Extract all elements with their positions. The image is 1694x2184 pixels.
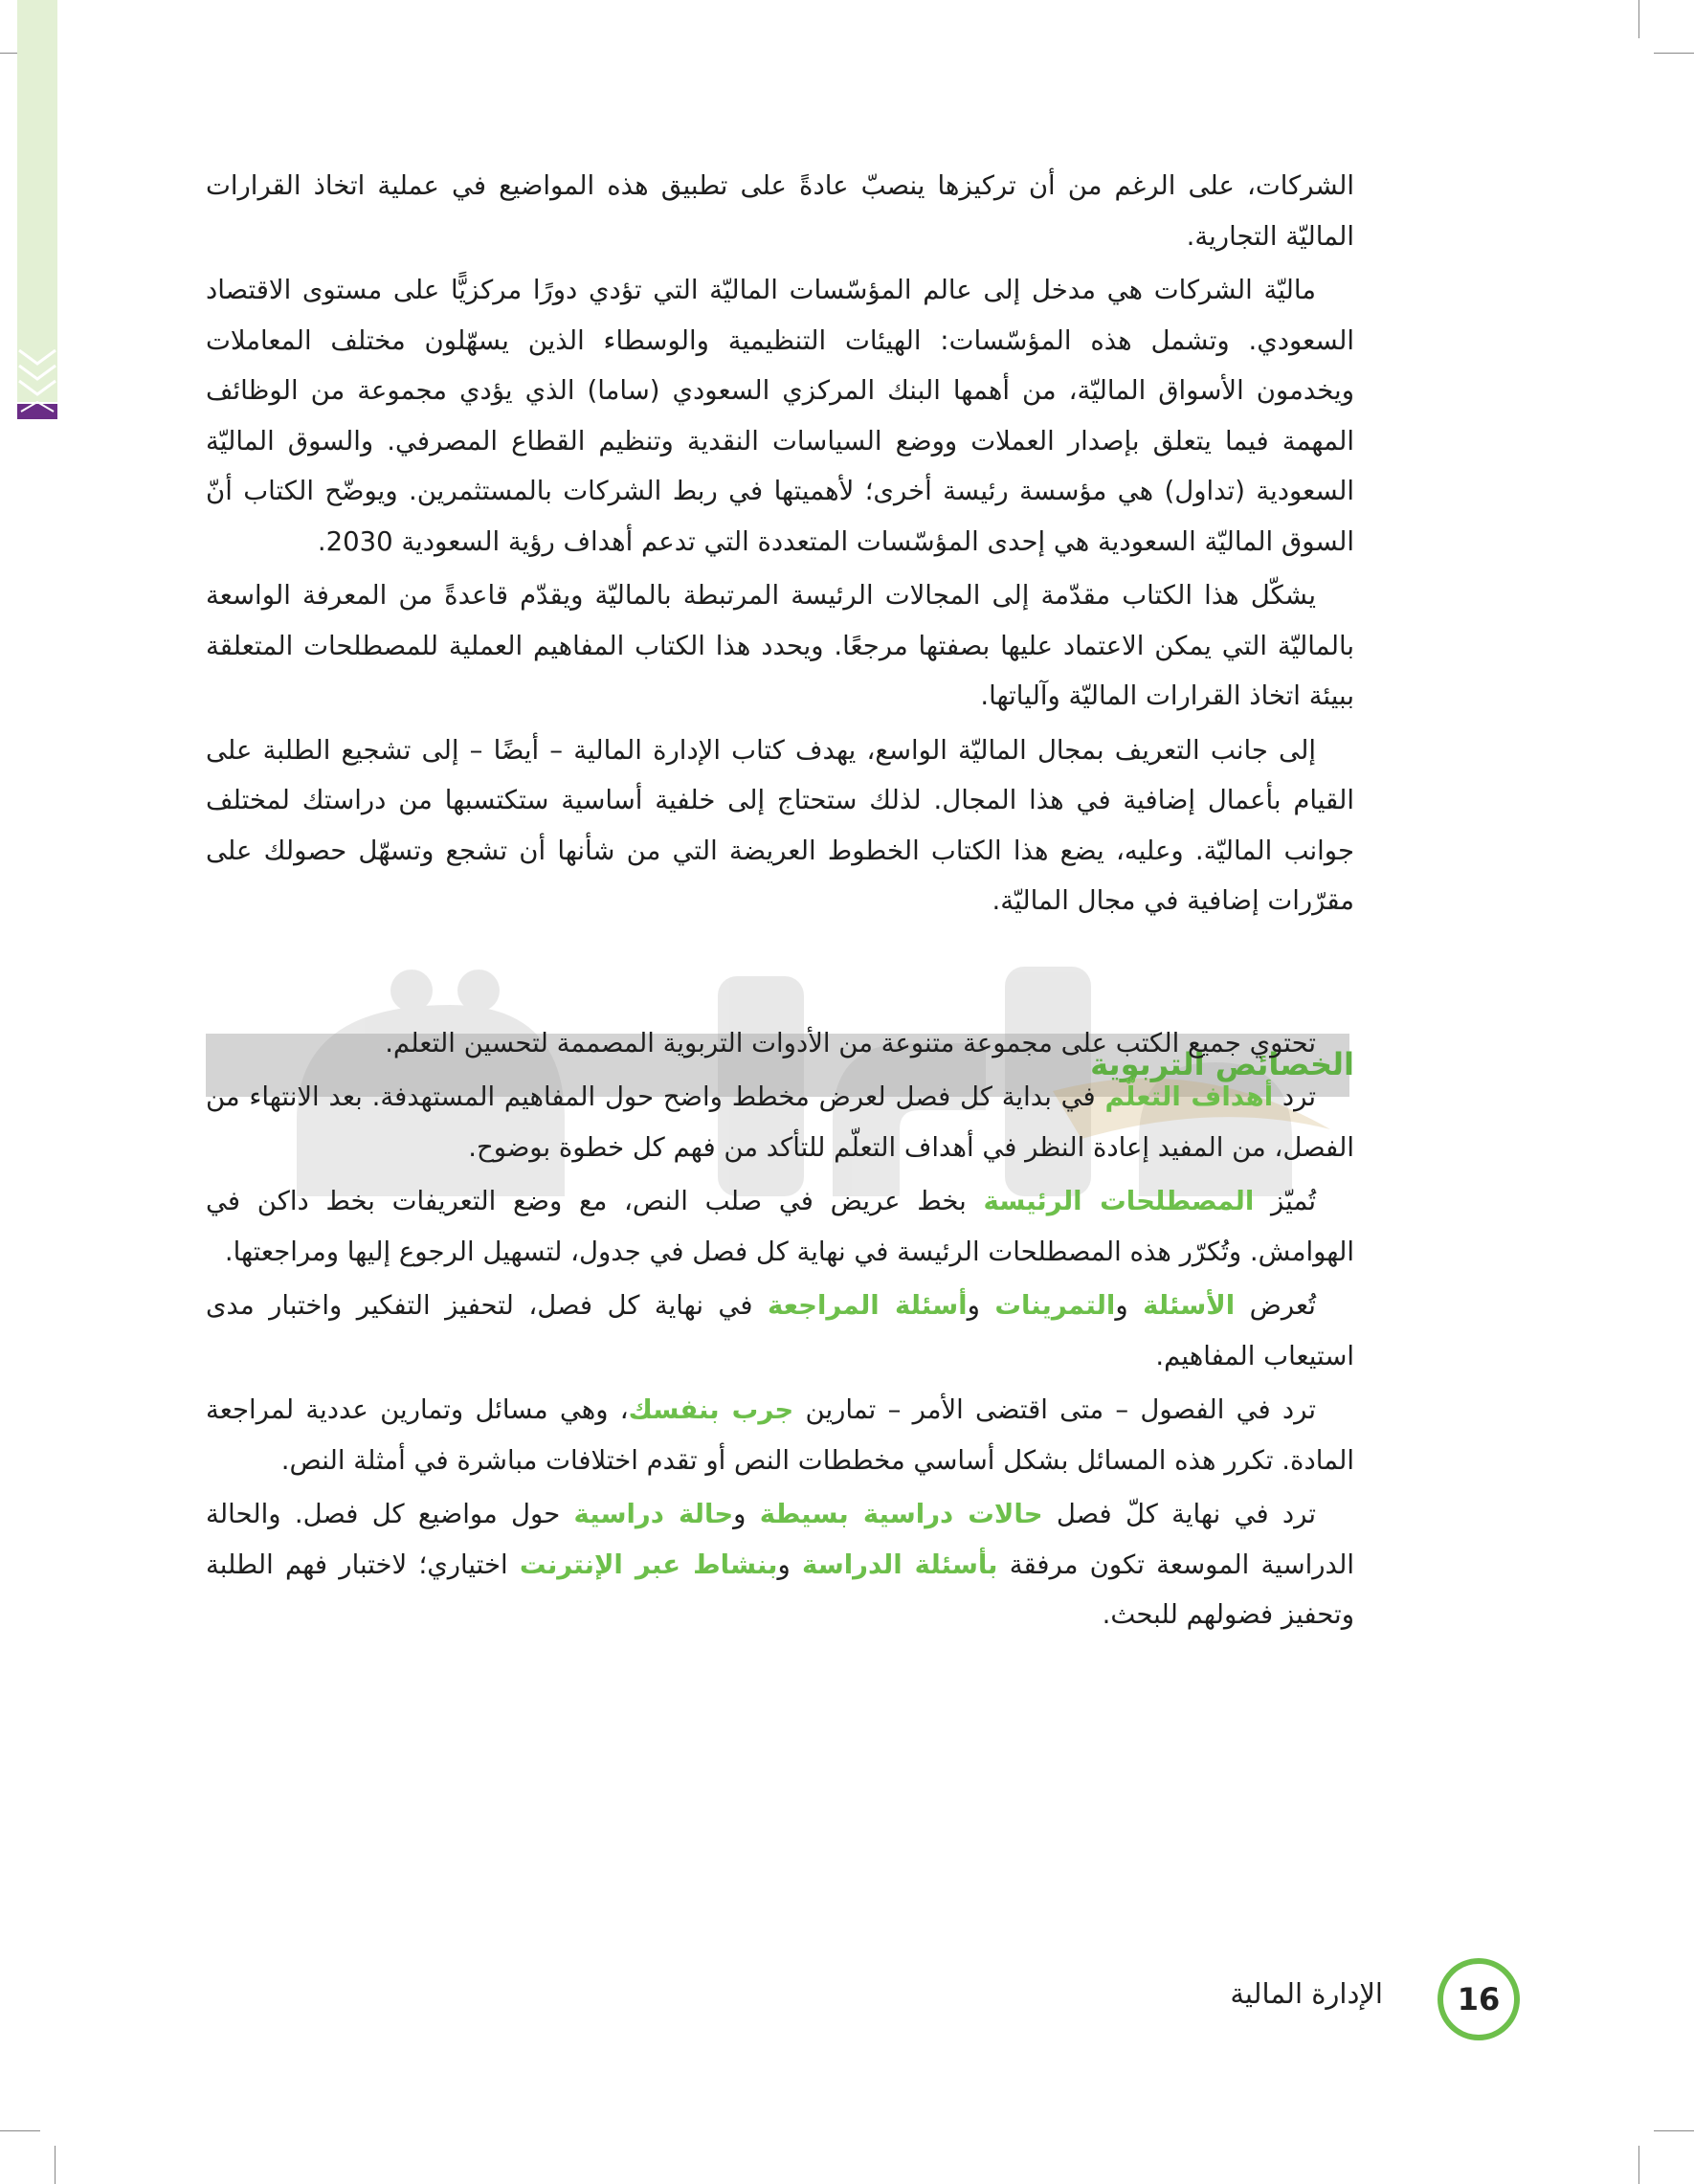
footer-book-title: الإدارة المالية [1230, 1977, 1383, 2010]
highlight-study-questions: بأسئلة الدراسة [802, 1549, 998, 1580]
paragraph-encouragement: إلى جانب التعريف بمجال الماليّة الواسع، يهدف كتاب الإدارة المالية – أيضًا – إلى تشجيع الطلبة على القيام بأعمال إضافية في هذا المجال. لذلك ستحتاج إلى خلفية أساسية ستكتسبها من دراستك لمختلف جوانب الماليّة. وعليه، يضع هذا الكتاب الخطوط العريضة التي من شأنها أن تشجع وتسهّل حصولك على مقرّرات إضافية في مجال الماليّة. [206, 734, 1354, 916]
section-spacer [206, 930, 1354, 1018]
main-content [206, 161, 1354, 1644]
paragraph-try-yourself: ترد في الفصول – متى اقتضى الأمر – تمارين جرب بنفسك، وهي مسائل وتمارين عددية لمراجعة المادة. تكرر هذه المسائل بشكل أساسي مخططات النص أو تقدم اختلافات مباشرة في أمثلة النص. [206, 1394, 1354, 1476]
crop-mark-bottom-left-h [0, 2130, 40, 2131]
side-ornament-icon [17, 345, 57, 431]
crop-mark-bottom-left-v [55, 2146, 56, 2184]
paragraph-book-intro: يشكّل هذا الكتاب مقدّمة إلى المجالات الرئيسة المرتبطة بالماليّة ويقدّم قاعدةً من المعرفة الواسعة بالماليّة التي يمكن الاعتماد عليها بصفتها مرجعًا. ويحدد هذا الكتاب المفاهيم العملية للمصطلحات المتعلقة ببيئة اتخاذ القرارات الماليّة وآلياتها. [206, 580, 1354, 711]
paragraph-key-terms: تُميّز المصطلحات الرئيسة بخط عريض في صلب النص، مع وضع التعريفات بخط داكن في الهوامش. وتُكرّر هذه المصطلحات الرئيسة في نهاية كل فصل في جدول، لتسهيل الرجوع إليها ومراجعتها. [206, 1186, 1354, 1267]
highlight-simple-case-studies: حالات دراسية بسيطة [759, 1499, 1043, 1529]
highlight-review-questions: أسئلة المراجعة [767, 1290, 968, 1321]
crop-mark-top-right-h [1654, 53, 1694, 54]
highlight-case-study: حالة دراسية [573, 1499, 734, 1529]
highlight-learning-objectives: أهداف التعلّم [1104, 1081, 1274, 1112]
paragraph-questions: تُعرض الأسئلة والتمرينات وأسئلة المراجعة في نهاية كل فصل، لتحفيز التفكير واختبار مدى استيعاب المفاهيم. [206, 1290, 1354, 1371]
paragraph-continuation: الشركات، على الرغم من أن تركيزها ينصبّ عادةً على تطبيق هذه المواضيع في عملية اتخاذ القرارات الماليّة التجارية. [206, 170, 1354, 252]
paragraph-section-intro: تحتوي جميع الكتب على مجموعة متنوعة من الأدوات التربوية المصممة لتحسين التعلم. [385, 1027, 1316, 1059]
page-number: 16 [1457, 1981, 1501, 2017]
paragraph-learning-objectives: ترد أهداف التعلّم في بداية كل فصل لعرض مخطط واضح حول المفاهيم المستهدفة. بعد الانتهاء من الفصل، من المفيد إعادة النظر في أهداف التعلّم للتأكد من فهم كل خطوة بوضوح. [206, 1081, 1354, 1163]
highlight-online-activity: بنشاط عبر الإنترنت [519, 1549, 778, 1580]
section-title: الخصائص التربوية [1090, 1046, 1354, 1082]
side-decorative-band [17, 0, 57, 402]
crop-mark-bottom-right-h [1654, 2130, 1694, 2131]
crop-mark-bottom-right-v [1638, 2146, 1639, 2184]
highlight-questions: الأسئلة [1143, 1290, 1236, 1321]
paragraph-case-studies: ترد في نهاية كلّ فصل حالات دراسية بسيطة وحالة دراسية حول مواضيع كل فصل. والحالة الدراسية الموسعة تكون مرفقة بأسئلة الدراسة وبنشاط عبر الإنترنت اختياري؛ لاختبار فهم الطلبة وتحفيز فضولهم للبحث. [206, 1499, 1354, 1630]
highlight-try-yourself: جرب بنفسك [628, 1394, 794, 1425]
highlight-exercises: التمرينات [994, 1290, 1116, 1321]
page-number-badge [1438, 1958, 1520, 2040]
highlight-key-terms: المصطلحات الرئيسة [983, 1186, 1255, 1216]
paragraph-institutions: ماليّة الشركات هي مدخل إلى عالم المؤسّسات الماليّة التي تؤدي دورًا مركزيًّا على مستوى الاقتصاد السعودي. وتشمل هذه المؤسّسات: الهيئات التنظيمية والوسطاء الذين يسهّلون مختلف المعاملات ويخدمون الأسواق الماليّة، من أهمها البنك المركزي السعودي (ساما) الذي يؤدي مجموعة من الوظائف المهمة فيما يتعلق بإصدار العملات ووضع السياسات النقدية وتنظيم القطاع المصرفي. والسوق الماليّة السعودية (تداول) هي مؤسسة رئيسة أخرى؛ لأهميتها في ربط الشركات بالمستثمرين. ويوضّح الكتاب أنّ السوق الماليّة السعودية هي إحدى المؤسّسات المتعددة التي تدعم أهداف رؤية السعودية 2030. [206, 275, 1354, 557]
crop-mark-top-right-v [1638, 0, 1639, 38]
